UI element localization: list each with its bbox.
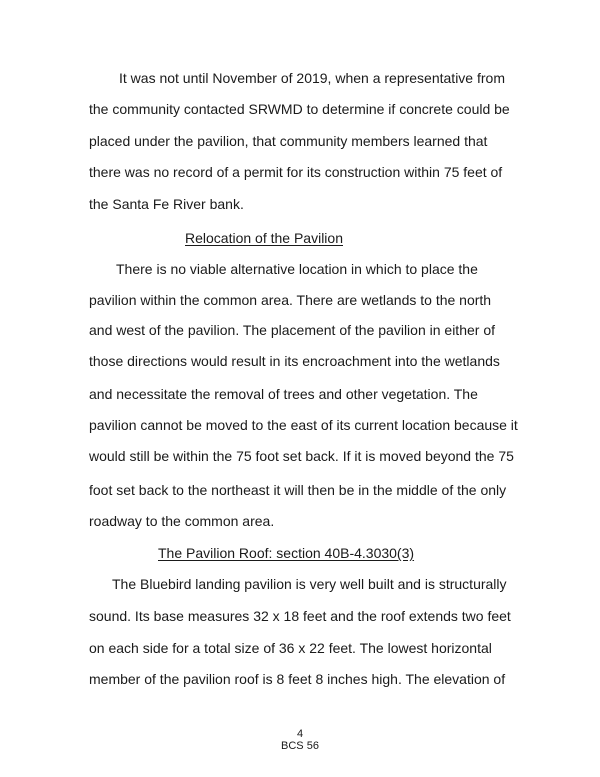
paragraph3-line-3: on each side for a total size of 36 x 22 feet. The lowest horizontal <box>89 640 492 656</box>
paragraph2-line-9: roadway to the common area. <box>89 513 275 529</box>
paragraph3-line-1: The Bluebird landing pavilion is very well built and is structurally <box>112 576 507 592</box>
paragraph2-line-4: those directions would result in its encroachment into the wetlands <box>89 353 500 369</box>
paragraph3-line-4: member of the pavilion roof is 8 feet 8 inches high. The elevation of <box>89 671 506 687</box>
paragraph1-line-4: there was no record of a permit for its construction within 75 feet of <box>89 164 503 180</box>
paragraph1-line-5: the Santa Fe River bank. <box>89 196 244 212</box>
paragraph2-line-7: would still be within the 75 foot set back. If it is moved beyond the 75 <box>89 448 514 464</box>
section-heading-pavilion-roof: The Pavilion Roof: section 40B-4.3030(3) <box>158 545 415 561</box>
paragraph2-line-1: There is no viable alternative location in which to place the <box>116 261 478 277</box>
paragraph2-line-5: and necessitate the removal of trees and other vegetation. The <box>89 386 478 402</box>
paragraph2-line-2: pavilion within the common area. There are wetlands to the north <box>89 292 492 308</box>
paragraph2-line-8: foot set back to the northeast it will then be in the middle of the only <box>89 482 507 498</box>
paragraph2-line-3: and west of the pavilion. The placement of the pavilion in either of <box>89 322 495 338</box>
paragraph1-line-2: the community contacted SRWMD to determine if concrete could be <box>89 101 510 117</box>
paragraph3-line-2: sound. Its base measures 32 x 18 feet and the roof extends two feet <box>89 608 511 624</box>
paragraph1-line-1: It was not until November of 2019, when a representative from <box>119 70 505 86</box>
paragraph2-line-6: pavilion cannot be moved to the east of its current location because it <box>89 417 518 433</box>
page-number: 4 <box>296 728 304 740</box>
paragraph1-line-3: placed under the pavilion, that community members learned that <box>89 133 488 149</box>
document-id: BCS 56 <box>281 740 319 752</box>
section-heading-relocation: Relocation of the Pavilion <box>185 230 343 246</box>
